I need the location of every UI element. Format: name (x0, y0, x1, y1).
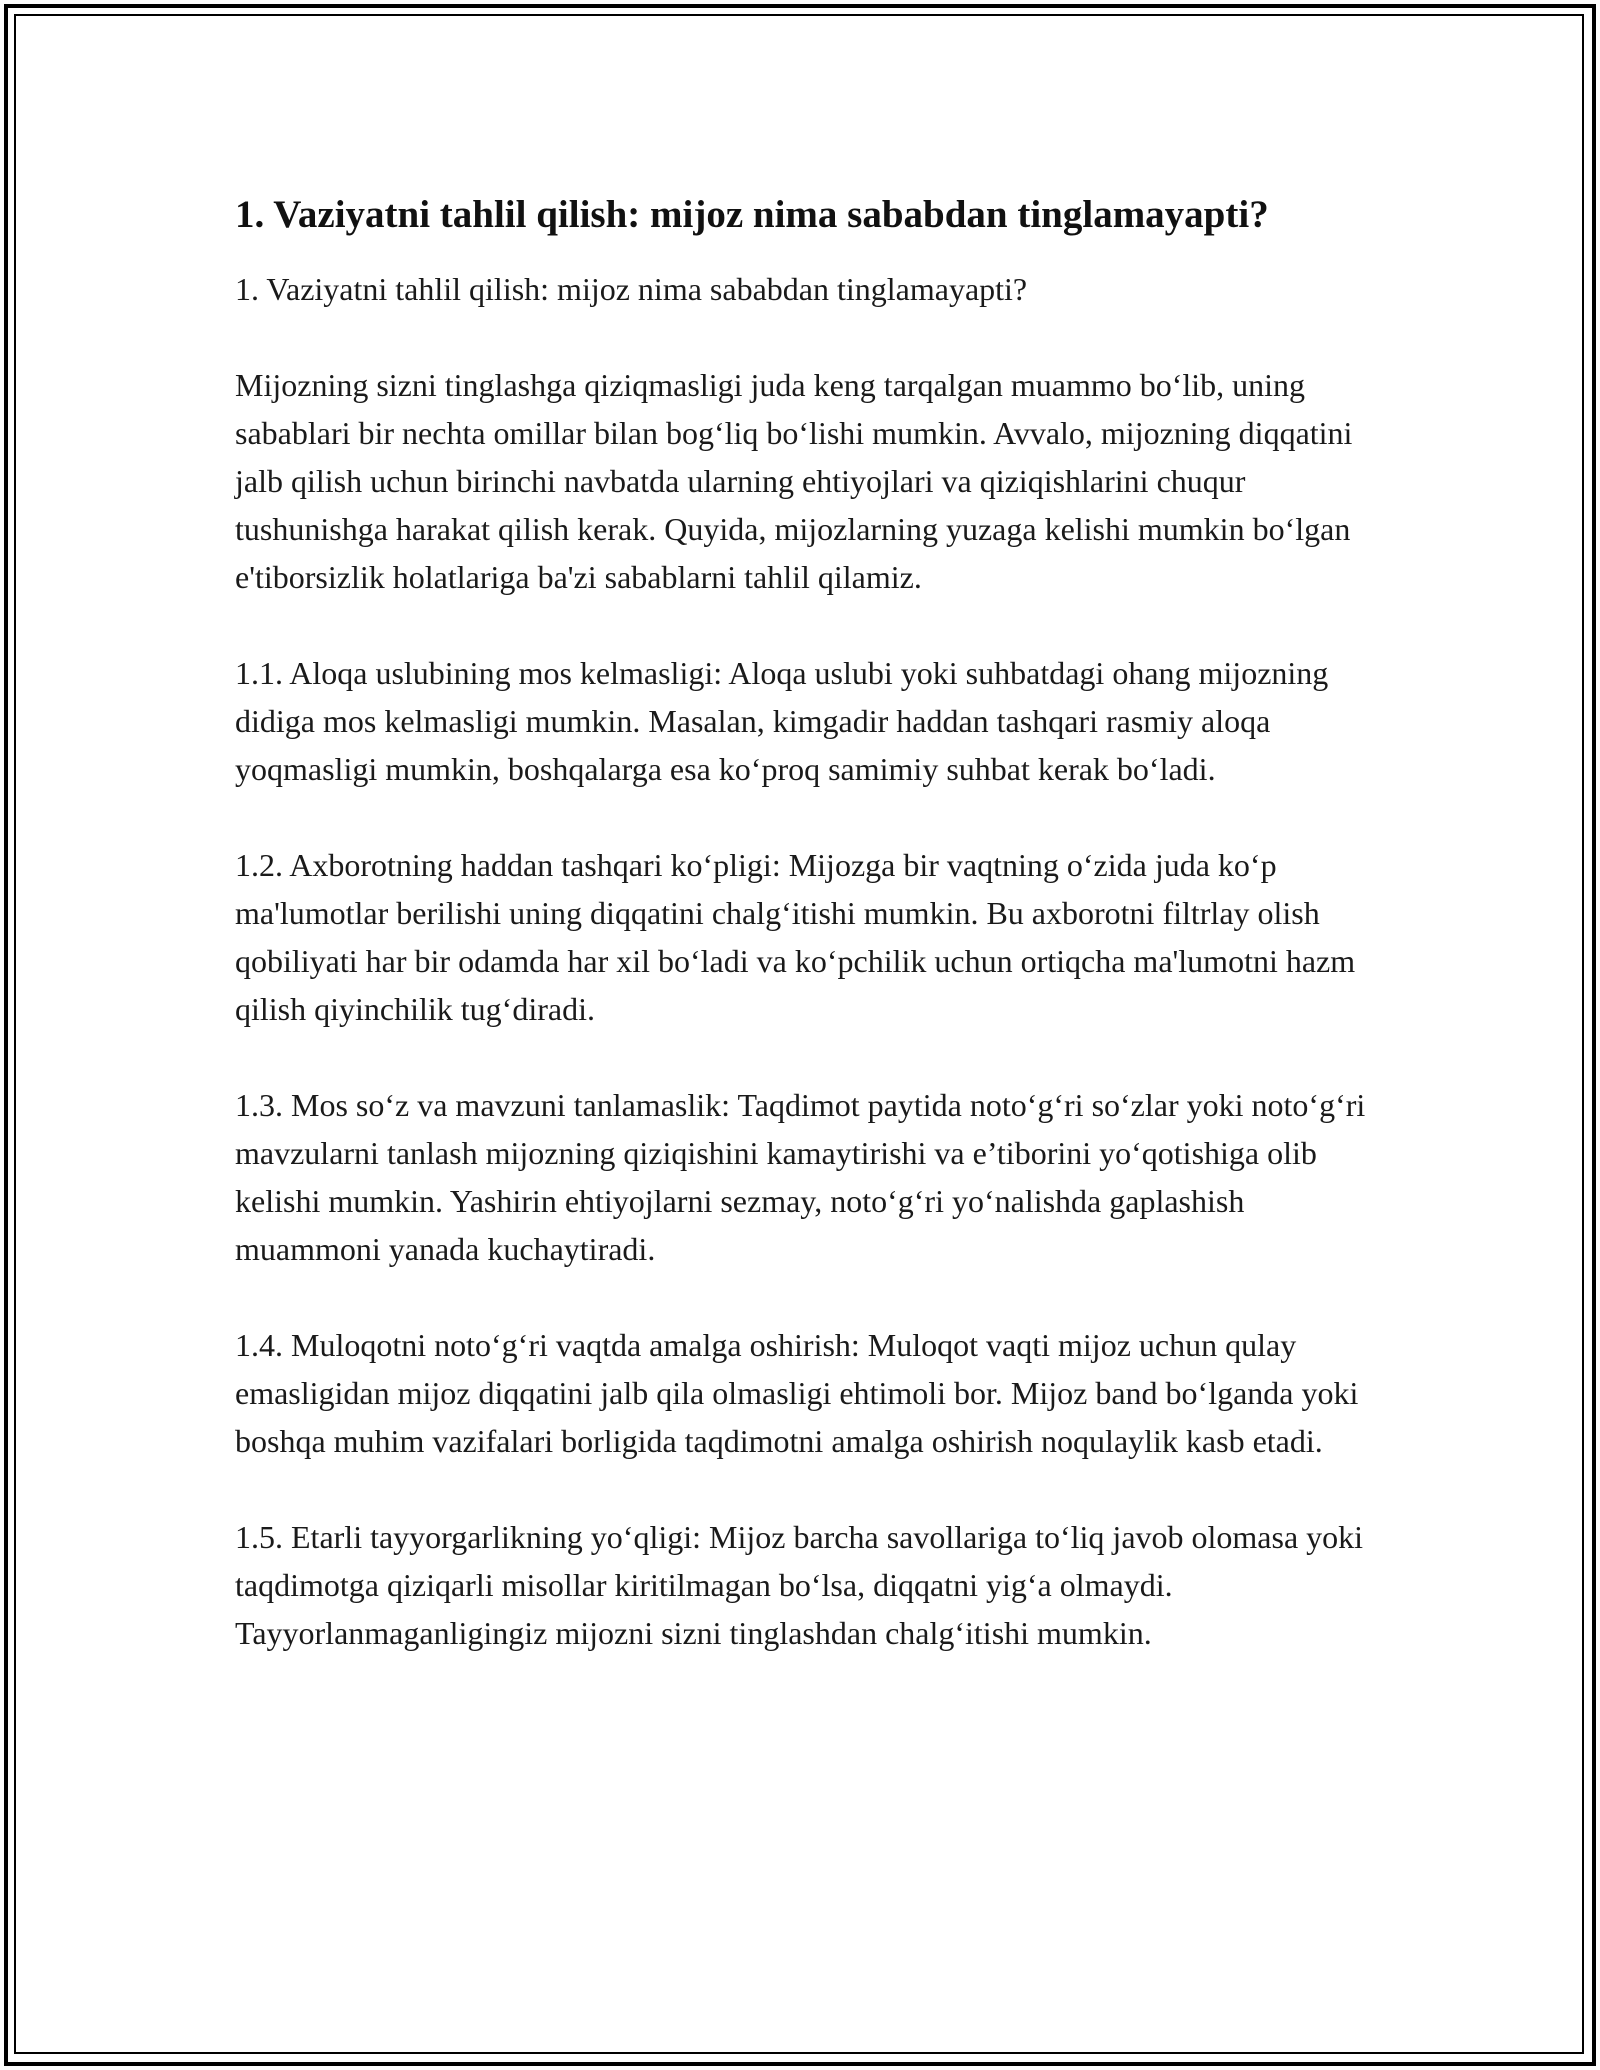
paragraph-1-1: 1.1. Aloqa uslubining mos kelmasligi: Aloqa uslubi yoki suhbatdagi ohang mijozning didiga mos kelmasligi mumkin. Masalan, kimgadir haddan tashqari rasmiy aloqa yoqmasligi mumkin, boshqalarga esa ko‘proq samimiy suhbat kerak bo‘ladi. (235, 654, 1329, 787)
paragraph-intro: Mijozning sizni tinglashga qiziqmasligi juda keng tarqalgan muammo bo‘lib, uning sabablari bir nechta omillar bilan bog‘liq bo‘lishi mumkin. Avvalo, mijozning diqqatini jalb qilish uchun birinchi navbatda ularning ehtiyojlari va qiziqishlarini chuqur tushunishga harakat qilish kerak. Quyida, mijozlarning yuzaga kelishi mumkin bo‘lgan e'tiborsizlik holatlariga ba'zi sabablarni tahlil qilamiz. (235, 366, 1353, 595)
document-title: 1. Vaziyatni tahlil qilish: mijoz nima sababdan tinglamayapti? (235, 193, 1269, 236)
document-body (235, 180, 1375, 1657)
paragraph-1-2: 1.2. Axborotning haddan tashqari ko‘pligi: Mijozga bir vaqtning o‘zida juda ko‘p ma'lumotlar berilishi uning diqqatini chalg‘itishi mumkin. Bu axborotni filtrlay olish qobiliyati har bir odamda har xil bo‘ladi va ko‘pchilik uchun ortiqcha ma'lumotni hazm qilish qiyinchilik tug‘diradi. (235, 846, 1356, 1027)
paragraph-1-5: 1.5. Etarli tayyorgarlikning yo‘qligi: Mijoz barcha savollariga to‘liq javob olomasa yoki taqdimotga qiziqarli misollar kiritilmagan bo‘lsa, diqqatni yig‘a olmaydi. Tayyorlanmaganligingiz mijozni sizni tinglashdan chalg‘itishi mumkin. (235, 1518, 1364, 1651)
paragraph-1-4: 1.4. Muloqotni noto‘g‘ri vaqtda amalga oshirish: Muloqot vaqti mijoz uchun qulay emasligidan mijoz diqqatini jalb qila olmasligi ehtimoli bor. Mijoz band bo‘lganda yoki boshqa muhim vazifalari borligida taqdimotni amalga oshirish noqulaylik kasb etadi. (235, 1326, 1359, 1459)
paragraph-1-3: 1.3. Mos so‘z va mavzuni tanlamaslik: Taqdimot paytida noto‘g‘ri so‘zlar yoki noto‘g‘ri mavzularni tanlash mijozning qiziqishini kamaytirishi va e’tiborini yo‘qotishiga olib kelishi mumkin. Yashirin ehtiyojlarni sezmay, noto‘g‘ri yo‘nalishda gaplashish muammoni yanada kuchaytiradi. (235, 1086, 1366, 1267)
document-subtitle: 1. Vaziyatni tahlil qilish: mijoz nima sababdan tinglamayapti? (235, 270, 1028, 307)
